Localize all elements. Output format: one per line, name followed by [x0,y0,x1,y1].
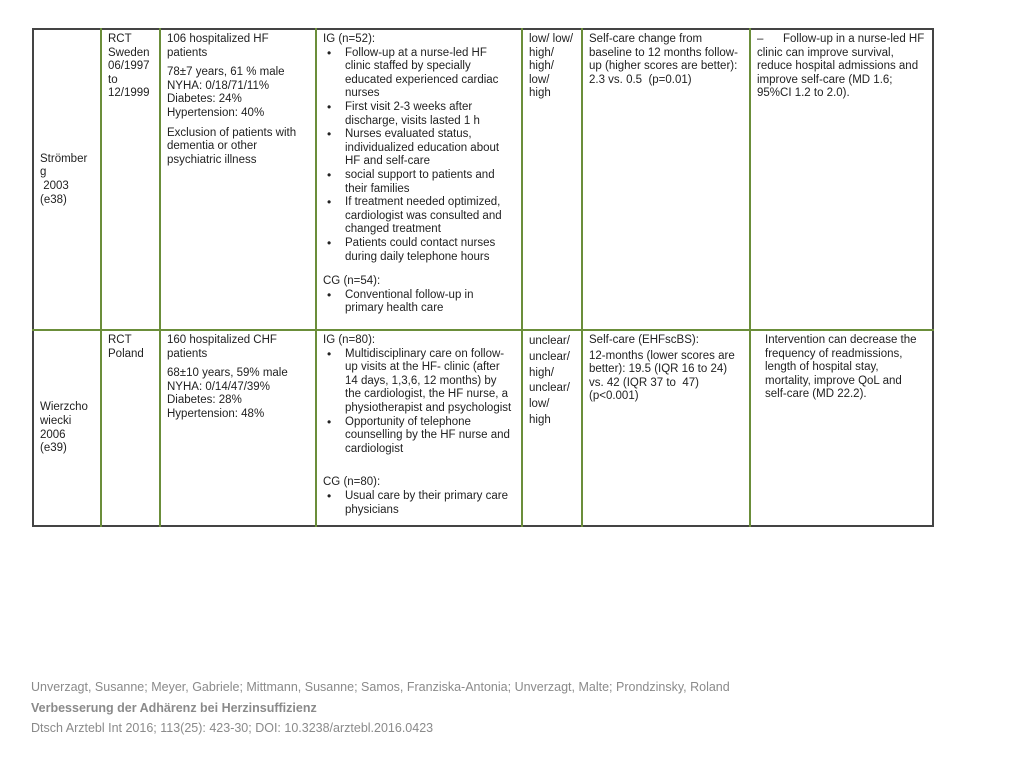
population-line: NYHA: 0/18/71/11% [167,79,270,92]
cg-label: CG (n=80): [323,476,381,489]
conclusion-dash: – [757,33,764,45]
population-line: Hypertension: 48% [167,407,265,420]
design-line: Poland [108,347,144,360]
citation-footer [31,677,730,739]
population-line: Diabetes: 28% [167,394,242,407]
list-item: • First visit 2-3 weeks after discharge, visits lasted 1 h [323,101,515,128]
study-line: g [40,166,47,179]
risk-line: high/ [529,46,554,59]
population-cell [160,29,316,330]
list-item: • Conventional follow-up in primary health care [323,289,515,316]
conclusion-cell [750,330,933,526]
risk-line: unclear/ [529,382,570,395]
risk-line: low/ [529,73,550,86]
design-line: 06/1997 [108,60,150,73]
risk-line: high [529,413,551,426]
list-item: • Usual care by their primary care physicians [323,490,515,517]
outcome-text: 12-months (lower scores are better): 19.5 (IQR 16 to 24) vs. 42 (IQR 37 to 47) (p<0.001) [589,349,738,403]
table-row [33,330,933,526]
cg-label: CG (n=54): [323,275,381,288]
outcome-text: Self-care change from baseline to 12 months follow-up (higher scores are better): 2.3 vs. 0.5 (p=0.01) [589,33,741,86]
population-line: NYHA: 0/14/47/39% [167,380,270,393]
design-cell [101,330,160,526]
study-line: 2003 [40,180,69,192]
cg-list [323,490,515,517]
conclusion-cell [750,29,933,330]
study-cell [33,330,101,526]
table-row [33,29,933,330]
design-line: RCT [108,33,132,45]
study-line: (e38) [40,193,67,206]
population-line: 160 hospitalized CHF patients [167,334,277,360]
citation-authors: Unverzagt, Susanne; Meyer, Gabriele; Mittmann, Susanne; Samos, Franziska-Antonia; Unverzagt, Malte; Prondzinsky, Roland [31,680,730,694]
citation-reference: Dtsch Arztebl Int 2016; 113(25): 423-30; DOI: 10.3238/arztebl.2016.0423 [31,721,434,735]
list-item: • If treatment needed optimized, cardiologist was consulted and changed treatment [323,196,515,237]
cg-list [323,289,515,316]
ig-label: IG (n=80): [323,334,376,346]
risk-cell [522,29,582,330]
study-line: 2006 [40,428,66,441]
outcome-title: Self-care (EHFscBS): [589,334,699,346]
design-line: to [108,73,118,86]
population-line: Diabetes: 24% [167,93,242,106]
ig-label: IG (n=52): [323,33,376,45]
risk-line: low/ [529,398,550,411]
evidence-table [32,28,934,527]
population-line: 78±7 years, 61 % male [167,66,285,79]
ig-list [323,348,515,457]
risk-line: unclear/ [529,335,570,347]
risk-line: low/ low/ [529,33,574,45]
study-line: Strömber [40,152,88,165]
population-cell [160,330,316,526]
conclusion-text: Follow-up in a nurse-led HF clinic can improve survival, reduce hospital admissions and improve self-care (MD 1.6; 95%CI 1.2 to 2.0). [757,33,925,100]
list-item: • Follow-up at a nurse-led HF clinic staffed by specially educated experienced cardiac nurses [323,47,515,101]
risk-line: high/ [529,366,554,379]
design-line: 12/1999 [108,87,150,100]
study-line: (e39) [40,442,67,455]
risk-cell [522,330,582,526]
population-line: Hypertension: 40% [167,106,265,119]
risk-line: high [529,87,551,100]
outcome-cell [582,29,750,330]
population-line: 106 hospitalized HF patients [167,33,269,59]
conclusion-text: Intervention can decrease the frequency of readmissions, length of hospital stay, mortality, improve QoL and self-care (MD 22.2). [765,334,917,401]
design-cell [101,29,160,330]
outcome-cell [582,330,750,526]
design-line: Sweden [108,46,150,59]
population-line: 68±10 years, 59% male [167,367,288,380]
intervention-cell [316,330,522,526]
risk-line: high/ [529,60,554,73]
risk-line: unclear/ [529,350,570,363]
list-item: • Nurses evaluated status, individualized education about HF and self-care [323,128,515,169]
list-item: • Patients could contact nurses during daily telephone hours [323,237,515,264]
study-line: Wierzcho [40,401,88,414]
intervention-cell [316,29,522,330]
citation-title: Verbesserung der Adhärenz bei Herzinsuffizienz [31,700,317,715]
ig-list [323,47,515,265]
population-line: Exclusion of patients with dementia or other psychiatric illness [167,126,297,166]
list-item: • Opportunity of telephone counselling by the HF nurse and cardiologist [323,416,515,457]
list-item: • Multidisciplinary care on follow-up visits at the HF- clinic (after 14 days, 1,3,6, 12 months) by the cardiologist, the HF nurse, a physiotherapist and psychologist [323,348,515,416]
list-item: • social support to patients and their families [323,169,515,196]
study-cell [33,29,101,330]
study-line: wiecki [40,414,72,427]
design-line: RCT [108,334,132,346]
